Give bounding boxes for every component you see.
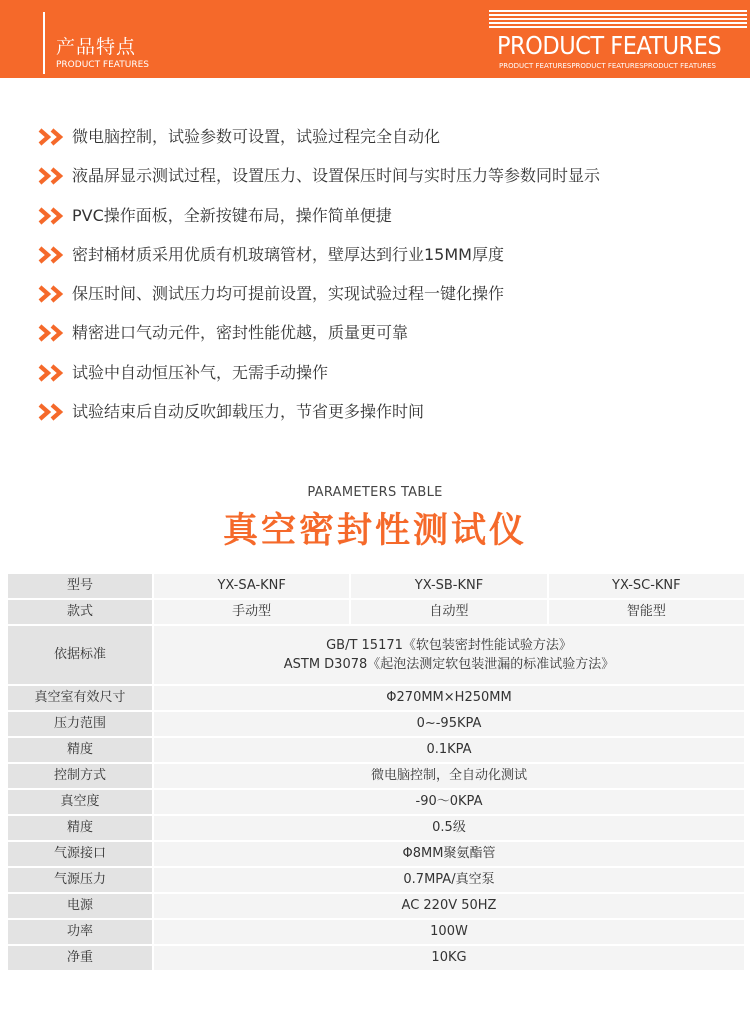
table-row-style — [8, 600, 744, 624]
feature-text: 微电脑控制，试验参数可设置，试验过程完全自动化 — [72, 127, 441, 146]
row-label: 气源接口 — [8, 842, 152, 866]
standard-line: ASTM D3078《起泡法测定软包装泄漏的标准试验方法》 — [283, 656, 615, 672]
table-row — [8, 686, 744, 710]
parameters-table — [6, 572, 746, 972]
row-label: 款式 — [8, 600, 152, 624]
row-value: Φ270MM×H250MM — [154, 686, 744, 710]
double-chevron-right-icon — [38, 323, 68, 343]
double-chevron-right-icon — [38, 402, 68, 422]
feature-text: 试验结束后自动反吹卸载压力，节省更多操作时间 — [72, 402, 425, 422]
row-value: 0.5级 — [154, 816, 744, 840]
style-cell: 手动型 — [154, 600, 349, 624]
style-cell: 智能型 — [549, 600, 744, 624]
banner-cn-title: 产品特点 — [56, 36, 137, 58]
row-label: 依据标准 — [8, 626, 152, 684]
standard-cell — [154, 626, 744, 684]
banner-stripes — [489, 10, 747, 32]
feature-item — [38, 242, 738, 281]
table-row — [8, 868, 744, 892]
row-label: 真空度 — [8, 790, 152, 814]
row-value: 0.7MPA/真空泵 — [154, 868, 744, 892]
row-label: 控制方式 — [8, 764, 152, 788]
double-chevron-right-icon — [38, 363, 68, 383]
style-cell: 自动型 — [351, 600, 546, 624]
row-value: 0.1KPA — [154, 738, 744, 762]
table-row — [8, 790, 744, 814]
double-chevron-right-icon — [38, 245, 68, 265]
banner-en-title: PRODUCT FEATURES — [497, 31, 722, 60]
table-row — [8, 738, 744, 762]
table-row — [8, 920, 744, 944]
feature-text: 试验中自动恒压补气，无需手动操作 — [72, 362, 329, 382]
double-chevron-right-icon — [38, 284, 68, 304]
row-value: -90～0KPA — [154, 790, 744, 814]
params-en-title: PARAMETERS TABLE — [307, 485, 443, 500]
row-value: 10KG — [154, 946, 744, 970]
row-label: 精度 — [8, 816, 152, 840]
banner-cn-subtitle: PRODUCT FEATURES — [56, 60, 149, 70]
feature-text: 密封桶材质采用优质有机玻璃管材，壁厚达到行业15MM厚度 — [72, 244, 504, 264]
feature-item — [38, 203, 738, 242]
row-label: 功率 — [8, 920, 152, 944]
row-label: 压力范围 — [8, 712, 152, 736]
feature-text: 液晶屏显示测试过程，设置压力、设置保压时间与实时压力等参数同时显示 — [72, 166, 601, 186]
row-label: 真空室有效尺寸 — [8, 686, 152, 710]
feature-item — [38, 281, 738, 320]
feature-item — [38, 163, 738, 202]
row-value: 100W — [154, 920, 744, 944]
feature-item — [38, 360, 738, 399]
table-row — [8, 712, 744, 736]
row-label: 电源 — [8, 894, 152, 918]
model-cell: YX-SC-KNF — [549, 574, 744, 598]
row-label: 精度 — [8, 738, 152, 762]
feature-item — [38, 320, 738, 359]
model-cell: YX-SB-KNF — [351, 574, 546, 598]
params-cn-title: 真空密封性测试仪 — [222, 511, 527, 551]
feature-text: 精密进口气动元件，密封性能优越，质量更可靠 — [72, 323, 409, 343]
model-cell: YX-SA-KNF — [154, 574, 349, 598]
row-value: 0~-95KPA — [154, 712, 744, 736]
double-chevron-right-icon — [38, 127, 68, 147]
table-row — [8, 842, 744, 866]
table-row — [8, 764, 744, 788]
features-banner — [0, 0, 750, 78]
feature-text: 保压时间、测试压力均可提前设置，实现试验过程一键化操作 — [72, 284, 505, 304]
standard-line: GB/T 15171《软包装密封性能试验方法》 — [326, 637, 572, 653]
banner-divider — [43, 12, 45, 74]
table-row-model — [8, 574, 744, 598]
row-label: 型号 — [8, 574, 152, 598]
table-row — [8, 894, 744, 918]
row-value: Φ8MM聚氨酯管 — [154, 842, 744, 866]
table-row — [8, 816, 744, 840]
row-value: AC 220V 50HZ — [154, 894, 744, 918]
row-value: 微电脑控制，全自动化测试 — [154, 764, 744, 788]
table-row — [8, 946, 744, 970]
double-chevron-right-icon — [38, 166, 68, 186]
feature-list — [38, 124, 738, 438]
row-label: 气源压力 — [8, 868, 152, 892]
feature-item — [38, 124, 738, 163]
table-row-standard — [8, 626, 744, 684]
row-label: 净重 — [8, 946, 152, 970]
feature-text: PVC操作面板，全新按键布局，操作简单便捷 — [72, 205, 392, 225]
feature-item — [38, 399, 738, 438]
double-chevron-right-icon — [38, 206, 68, 226]
banner-en-subtitle: PRODUCT FEATURESPRODUCT FEATURESPRODUCT FEATURES — [499, 62, 716, 70]
